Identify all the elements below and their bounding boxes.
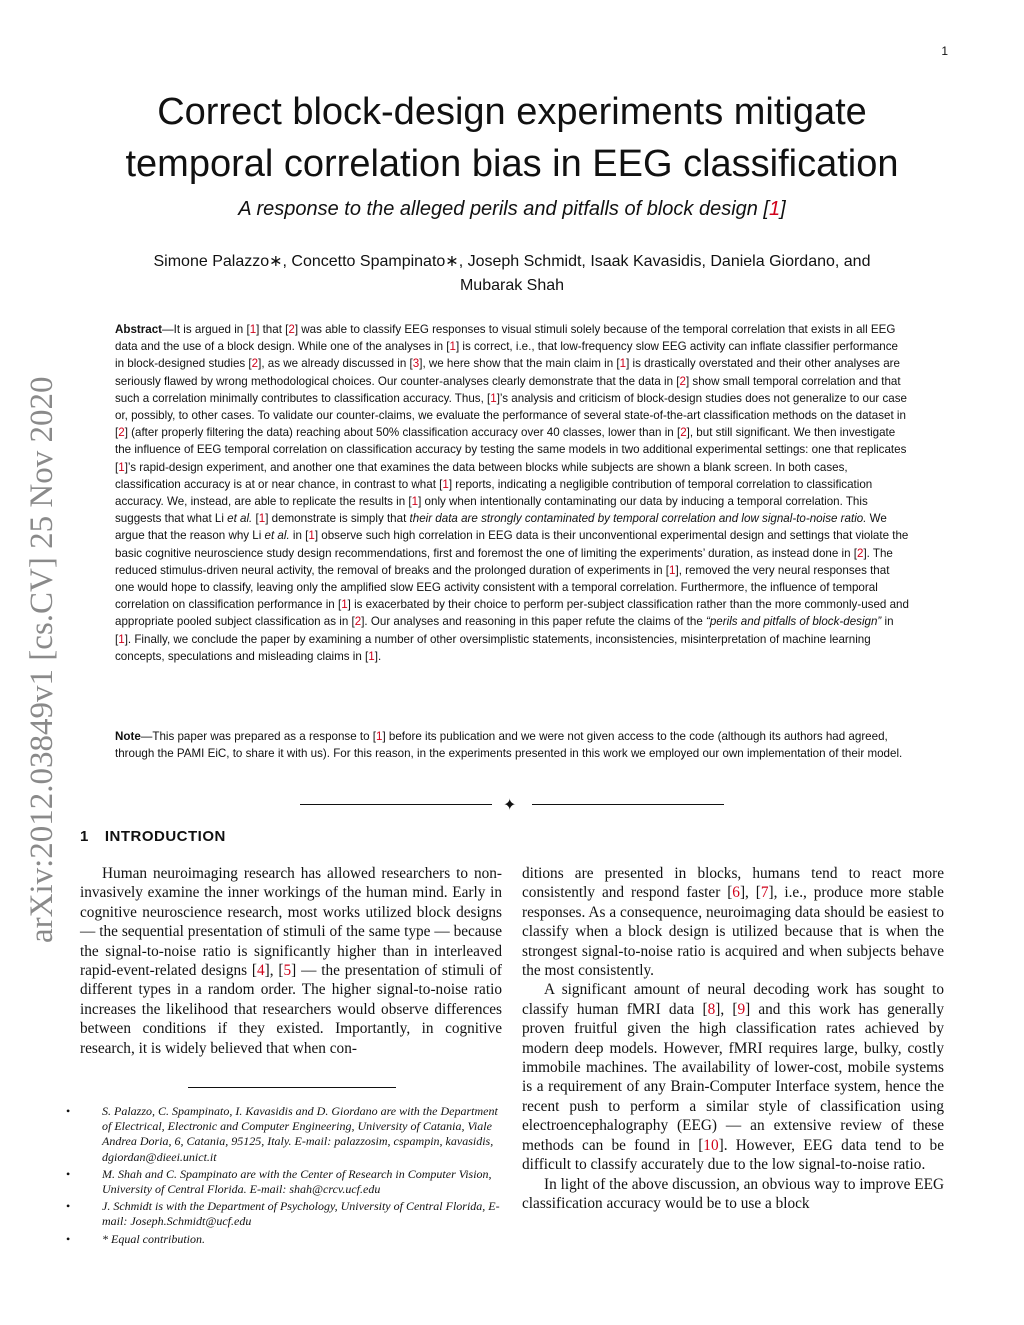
intro-paragraph-2: A significant amount of neural decoding work has sought to classify human fMRI data [8], [9] and this work has generally proven fruitful given the high classification rates achieved by modern deep models. However, fMRI requires large, bulky, costly immobile machines. The availability of lower-cost, mobile systems is a requirement of any Brain-Computer Interface system, hence the recent push to perform a similar style of classification using electroencephalography (EEG) — an extensive review of these methods can be found in [10]. However, EEG data tend to be difficult to classify accurately due to the low signal-to-noise ratio.	[522, 981, 944, 1174]
bullet-icon: •	[66, 1104, 71, 1118]
subtitle-citation[interactable]: 1	[769, 198, 781, 220]
intro-paragraph-3: In light of the above discussion, an obvious way to improve EEG classification accuracy would be to use a block	[522, 1175, 944, 1212]
citation-link[interactable]: 1	[258, 512, 266, 526]
citation-link[interactable]: 1	[449, 340, 456, 354]
citation-link[interactable]: 1	[118, 460, 125, 474]
footnote-text: * Equal contribution.	[102, 1231, 205, 1246]
author-list	[100, 250, 924, 298]
citation-link[interactable]: 2	[679, 374, 686, 388]
title-line-2: temporal correlation bias in EEG classification	[125, 143, 899, 185]
abstract-paragraph	[115, 321, 910, 665]
citation-link[interactable]: 1	[118, 632, 125, 646]
bullet-icon: •	[66, 1166, 71, 1181]
authors-line-2: Mubarak Shah	[459, 277, 565, 294]
abstract-label: Abstract	[115, 323, 163, 336]
citation-link[interactable]: 1	[411, 495, 419, 509]
citation-link[interactable]: 1	[442, 477, 449, 491]
footnotes	[66, 1104, 504, 1249]
emphasis-text: et al.	[264, 529, 290, 543]
footnote-item	[66, 1232, 504, 1247]
bullet-icon: •	[66, 1231, 71, 1246]
citation-link[interactable]: 7	[760, 884, 769, 902]
citation-link[interactable]: 5	[283, 962, 292, 980]
paper-subtitle	[90, 198, 934, 221]
title-line-1: Correct block-design experiments mitigate	[157, 91, 867, 133]
citation-link[interactable]: 2	[354, 615, 362, 629]
subtitle-text: A response to the alleged perils and pitfalls of block design [	[238, 198, 769, 220]
section-number: 1	[80, 828, 89, 845]
citation-link[interactable]: 1	[490, 391, 497, 405]
citation-link[interactable]: 6	[732, 884, 740, 902]
intro-paragraph-1: Human neuroimaging research has allowed researchers to non-invasively examine the inner workings of the human mind. Early in cognitive neuroscience research, most works utilized block designs — the sequential presentation of stimuli of the same type — because the signal-to-noise ratio is significantly higher than in interleaved rapid-event-related designs [4], [5] — the presentation of stimuli of different types in a random order. The higher signal-to-noise ratio increases the likelihood that researchers would observe differences between conditions if they existed. Importantly, in cognitive research, it is widely believed that when con-	[80, 865, 502, 1057]
footnote-text: S. Palazzo, C. Spampinato, I. Kavasidis and D. Giordano are with the Department of Electrical, Electronic and Computer Engineering, University of Catania, Viale Andrea Doria, 6, Catania, 95125, Italy. E-mail: palazzosim, cspampin, kavasidis, dgiordan@dieei.unict.it	[102, 1104, 498, 1164]
citation-link[interactable]: 2	[856, 546, 864, 560]
citation-link[interactable]: 1	[619, 357, 627, 371]
footnote-item	[66, 1167, 504, 1197]
citation-link[interactable]: 1	[669, 563, 676, 577]
citation-link[interactable]: 3	[412, 357, 420, 371]
abstract-body: —It is argued in [1] that [2] was able to classify EEG responses to visual stimuli solely because of the temporal correlation that exists in all EEG data and the use of a block design. While one of the analyses in [1] is correct, i.e., that low-frequency slow EEG activity can inflate classifier performance in block-designed studies [2], as we already discussed in [3], we here show that the main claim in [1] is drastically overstated and their other analyses are seriously flawed by wrong methodological choices. Our counter-analyses clearly demonstrate that the data in [2] show small temporal correlation and that such a correlation minimally contributes to classification accuracy. Thus, [1]’s analysis and criticism of block-design studies does not generalize to our case or, possibly, to other cases. To validate our counter-claims, we evaluate the performance of several state-of-the-art classification methods on the dataset in [2] (after properly filtering the data) reaching about 50% classification accuracy over 40 classes, lower than in [2], but still significant. We then investigate the influence of EEG temporal correlation on classification accuracy by testing the same models in two additional experimental settings: one that replicates [1]’s rapid-design experiment, and another one that examines the data between blocks while subjects are shown a blank screen. In both cases, classification accuracy is at or near chance, in contrast to what [1] reports, indicating a negligible contribution of temporal correlation to classification accuracy. We, instead, are able to replicate the results in [1] only when intentionally contaminating our data by inducing a temporal correlation. This suggests that what Li et al. [1] demonstrate is simply that their data are strongly contaminated by temporal correlation and low signal-to-noise ratio. We argue that the reason why Li et al. in [1] observe such high correlation in EEG data is their unconventional experimental design and settings that violate the basic cognitive neuroscience study design recommendations, first and foremost the one of limiting the experiments’ duration, as instead done in [2]. The reduced stimulus-driven neural activity, the removal of breaks and the prolonged duration of experiments in [1], removed the very neural responses that one would hope to classify, leaving only the amplified slow EEG activity consistent with a temporal correlation. Furthermore, the influence of temporal correlation on classification performance in [1] is exacerbated by their choice to perform per-subject classification rather than the more commonly-used and appropriate pooled subject classification as in [2]. Our analyses and reasoning in this paper refute the claims of the “perils and pitfalls of block-design” in [1]. Finally, we conclude the paper by examining a number of other oversimplistic statements, inconsistencies, misinterpretation of machine learning concepts, speculations and misleading claims in [1].	[115, 323, 909, 663]
footnote-rule	[188, 1087, 396, 1088]
citation-link[interactable]: 9	[737, 1000, 746, 1018]
citation-link[interactable]: 4	[257, 962, 265, 980]
citation-link[interactable]: 1	[308, 529, 315, 543]
footnote-text: M. Shah and C. Spampinato are with the Center of Research in Computer Vision, University of Central Florida. E-mail: shah@crcv.ucf.edu	[102, 1166, 492, 1197]
footnote-item	[66, 1104, 504, 1165]
emphasis-text: “perils and pitfalls of block-design”	[706, 615, 882, 629]
citation-link[interactable]: 1	[368, 649, 375, 663]
section-divider	[300, 796, 724, 816]
section-title: INTRODUCTION	[104, 828, 226, 845]
citation-link[interactable]: 2	[118, 426, 125, 440]
note	[115, 728, 910, 762]
note-paragraph	[115, 728, 910, 762]
page-number: 1	[941, 44, 948, 58]
citation-link[interactable]: 2	[288, 323, 295, 336]
emphasis-text: et al.	[227, 512, 253, 526]
citation-link[interactable]: 1	[376, 730, 383, 743]
citation-link[interactable]: 1	[341, 598, 348, 612]
abstract	[115, 321, 910, 665]
divider-line-left	[300, 804, 492, 805]
citation-link[interactable]: 10	[703, 1136, 719, 1154]
arxiv-stamp: arXiv:2012.03849v1 [cs.CV] 25 Nov 2020	[24, 376, 60, 943]
right-column	[522, 864, 944, 1213]
section-heading	[80, 828, 226, 845]
footnote-item	[66, 1199, 504, 1229]
footnote-text: J. Schmidt is with the Department of Psychology, University of Central Florida, E-mail: Joseph.Schmidt@ucf.edu	[102, 1199, 500, 1229]
citation-link[interactable]: 1	[249, 323, 257, 336]
left-column	[80, 864, 502, 1058]
subtitle-text-end: ]	[780, 198, 786, 220]
authors-line-1: Simone Palazzo∗, Concetto Spampinato∗, Joseph Schmidt, Isaak Kavasidis, Daniela Giordano, and	[153, 253, 871, 270]
bullet-icon: •	[66, 1199, 71, 1214]
note-body: —This paper was prepared as a response to [1] before its publication and we were not given access to the code (although its authors had agreed, through the PAMI EiC, to share it with us). For this reason, in the experiments presented in this work we employed our own implementation of their model.	[115, 730, 903, 761]
intro-paragraph-1-continued: ditions are presented in blocks, humans tend to react more consistently and respond faster [6], [7], i.e., produce more stable responses. As a consequence, neuroimaging data should be easiest to classify when a block design is utilized because that is when the strongest signal-to-noise ratio is acquired and when subjects behave the most consistently.	[522, 865, 944, 980]
citation-link[interactable]: 8	[707, 1000, 716, 1018]
paper-title	[90, 86, 934, 190]
emphasis-text: their data are strongly contaminated by temporal correlation and low signal-to-noise ratio.	[409, 512, 867, 526]
citation-link[interactable]: 2	[251, 357, 259, 371]
divider-line-right	[532, 804, 724, 805]
divider-diamond-icon: ✦	[503, 795, 517, 814]
citation-link[interactable]: 2	[680, 426, 687, 440]
note-label: Note	[115, 730, 141, 743]
